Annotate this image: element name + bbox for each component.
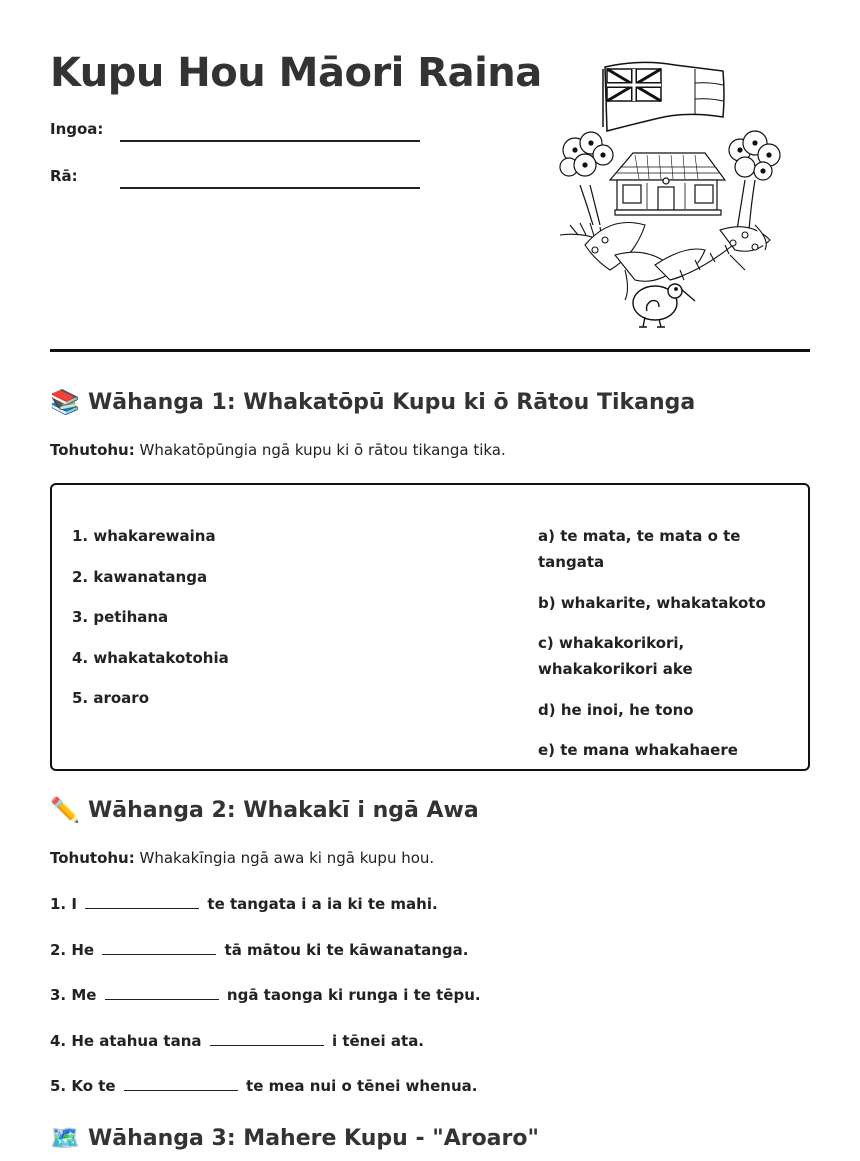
- header-divider: [50, 349, 810, 352]
- meanings-column: [538, 523, 794, 778]
- word-item: 5. aroaro: [72, 689, 150, 707]
- pohutukawa-tree-icon: [560, 132, 613, 225]
- sentence-start: 5. Ko te: [50, 1077, 121, 1095]
- answer-blank[interactable]: [85, 895, 199, 909]
- pencil-icon: ✏️: [50, 796, 80, 824]
- sentence-start: 3. Me: [50, 986, 102, 1004]
- sentence-end: te mea nui o tēnei whenua.: [240, 1077, 478, 1095]
- fill-in-list: [50, 893, 810, 1121]
- sentence-end: ngā taonga ki runga i te tēpu.: [221, 986, 481, 1004]
- answer-blank[interactable]: [210, 1032, 324, 1046]
- word-item: 2. kawanatanga: [72, 567, 208, 586]
- meaning-item: c) whakakorikori, whakakorikori ake: [538, 634, 693, 678]
- section-2-heading: [50, 796, 479, 824]
- sentence-end: tā mātou ki te kāwanatanga.: [219, 940, 469, 959]
- wharenui-icon: [610, 153, 725, 215]
- answer-blank[interactable]: [105, 986, 219, 1000]
- date-label: Rā:: [50, 167, 78, 185]
- page-title: Kupu Hou Māori Raina: [50, 50, 542, 96]
- instruction-label: Tohutohu:: [50, 441, 135, 459]
- fill-sentence: [50, 984, 810, 1030]
- matching-box: [50, 483, 810, 771]
- word-item: 1. whakarewaina: [72, 527, 216, 545]
- date-line[interactable]: [120, 187, 420, 189]
- meaning-item: a) te mata, te mata o te tangata: [538, 527, 741, 571]
- meaning-item: d) he inoi, he tono: [538, 700, 694, 719]
- instruction-text: Whakakīngia ngā awa ki ngā kupu hou.: [139, 849, 435, 867]
- section-2-title: Wāhanga 2: Whakakī i ngā Awa: [88, 797, 479, 823]
- pohutukawa-tree-icon: [729, 131, 780, 230]
- sentence-start: 2. He: [50, 940, 100, 959]
- sentence-start: 1. I: [50, 895, 83, 913]
- words-column: [72, 523, 452, 726]
- worksheet-header: [50, 50, 810, 330]
- answer-blank[interactable]: [102, 941, 216, 955]
- meaning-item: e) te mana whakahaere: [538, 741, 738, 759]
- name-line[interactable]: [120, 140, 420, 142]
- word-item: 4. whakatakotohia: [72, 648, 229, 667]
- sentence-end: te tangata i a ia ki te mahi.: [202, 895, 438, 913]
- section-3-title: Wāhanga 3: Mahere Kupu - "Aroaro": [88, 1125, 539, 1151]
- flag-icon: [603, 62, 724, 131]
- books-icon: 📚: [50, 388, 80, 416]
- map-icon: 🗺️: [50, 1124, 80, 1152]
- section-3-heading: [50, 1124, 539, 1152]
- sentence-end: i tēnei ata.: [326, 1031, 425, 1050]
- kiwi-bird-icon: [633, 284, 695, 327]
- name-field[interactable]: [50, 120, 430, 150]
- section-1-title: Wāhanga 1: Whakatōpū Kupu ki ō Rātou Tikanga: [88, 389, 696, 415]
- fill-sentence: [50, 1075, 810, 1121]
- section-1-heading: [50, 388, 695, 416]
- name-label: Ingoa:: [50, 120, 104, 138]
- answer-blank[interactable]: [124, 1077, 238, 1091]
- word-item: 3. petihana: [72, 608, 169, 626]
- instruction-label: Tohutohu:: [50, 849, 135, 867]
- section-2-instruction: [50, 849, 434, 867]
- meaning-item: b) whakarite, whakatakoto: [538, 593, 766, 612]
- fill-sentence: [50, 939, 810, 985]
- sentence-start: 4. He atahua tana: [50, 1031, 207, 1050]
- fill-sentence: [50, 1030, 810, 1076]
- fill-sentence: [50, 893, 810, 939]
- date-field[interactable]: [50, 167, 430, 197]
- section-1-instruction: [50, 441, 506, 459]
- instruction-text: Whakatōpūngia ngā kupu ki ō rātou tikanga tika.: [139, 441, 506, 459]
- header-illustration: [555, 55, 785, 330]
